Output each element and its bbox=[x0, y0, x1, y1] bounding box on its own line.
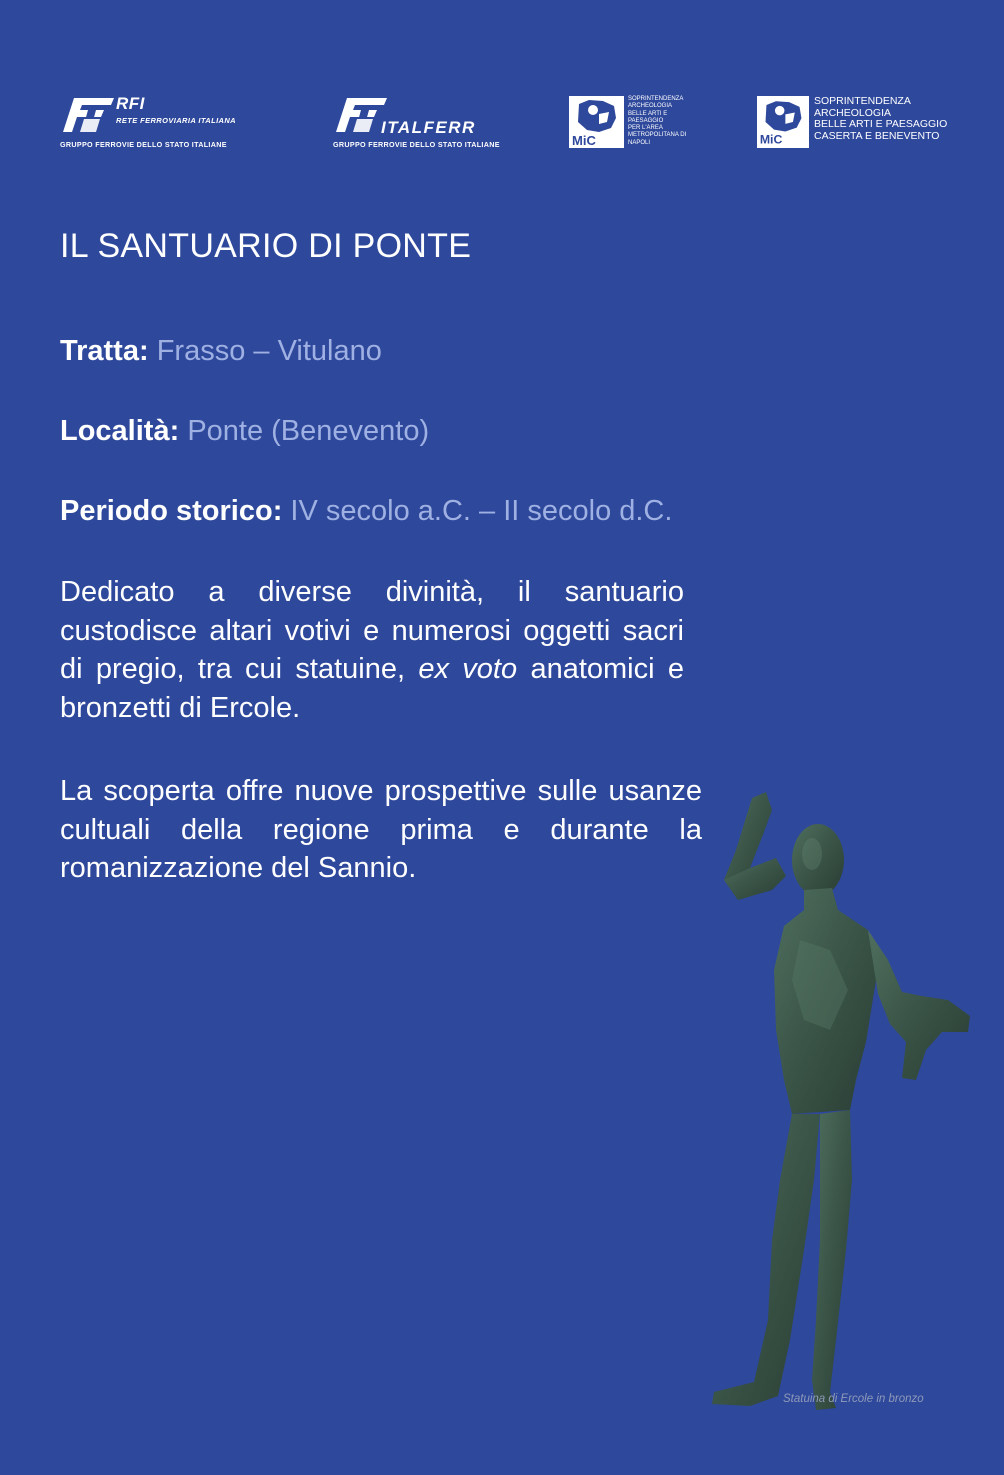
tratta-label: Tratta: bbox=[60, 335, 149, 367]
soprintendenza-caserta-text: SOPRINTENDENZA ARCHEOLOGIA BELLE ARTI E PAESAGGIO CASERTA E BENEVENTO bbox=[814, 95, 948, 142]
italferr-group: GRUPPO FERROVIE DELLO STATO ITALIANE bbox=[333, 140, 500, 149]
localita-label: Località: bbox=[60, 415, 180, 447]
periodo-label: Periodo storico: bbox=[60, 495, 283, 527]
rfi-name: RFI bbox=[116, 94, 145, 113]
paragraph1-text-end: anatomici e bronzetti di Ercole. bbox=[60, 653, 684, 724]
soprintendenza-napoli-logo bbox=[569, 94, 699, 152]
fs-logo-icon bbox=[60, 94, 116, 136]
paragraph1-italic: ex voto bbox=[418, 653, 518, 685]
header-logos bbox=[0, 92, 1004, 152]
paragraph-discovery: La scoperta offre nuove prospettive sulle usanze cultuali della regione prima e durante la romanizzazione del Sannio. bbox=[60, 775, 702, 884]
soprintendenza-caserta-logo bbox=[757, 94, 957, 152]
tratta-value: Frasso – Vitulano bbox=[156, 335, 382, 367]
localita-value: Ponte (Benevento) bbox=[187, 415, 430, 447]
image-caption: Statuina di Ercole in bronzo bbox=[783, 1393, 924, 1405]
page-title: IL SANTUARIO DI PONTE bbox=[60, 227, 472, 265]
rfi-subtitle: RETE FERROVIARIA ITALIANA bbox=[116, 116, 236, 125]
mic-emblem-icon bbox=[757, 96, 809, 148]
italferr-name: ITALFERR bbox=[381, 118, 476, 137]
soprintendenza-napoli-text: SOPRINTENDENZA ARCHEOLOGIA BELLE ARTI E PAESAGGIO PER L'AREA METROPOLITANA DI NAPOLI bbox=[628, 96, 687, 146]
meta-localita bbox=[60, 415, 429, 448]
italferr-logo bbox=[333, 94, 503, 150]
rfi-group: GRUPPO FERROVIE DELLO STATO ITALIANE bbox=[60, 140, 227, 149]
svg-text:MiC: MiC bbox=[572, 133, 596, 148]
mic-emblem-icon bbox=[569, 96, 624, 148]
paragraph1-text: Dedicato a diverse divinità, il santuario custodisce altari votivi e numerosi oggetti sacri di pregio, tra cui statuine, bbox=[60, 576, 684, 685]
rfi-logo bbox=[60, 94, 260, 150]
paragraph-description bbox=[60, 573, 684, 727]
meta-periodo bbox=[60, 495, 672, 528]
meta-tratta bbox=[60, 335, 382, 368]
svg-text:MiC: MiC bbox=[759, 132, 783, 147]
hercules-statue-image bbox=[680, 780, 980, 1420]
periodo-value: IV secolo a.C. – II secolo d.C. bbox=[290, 495, 673, 527]
